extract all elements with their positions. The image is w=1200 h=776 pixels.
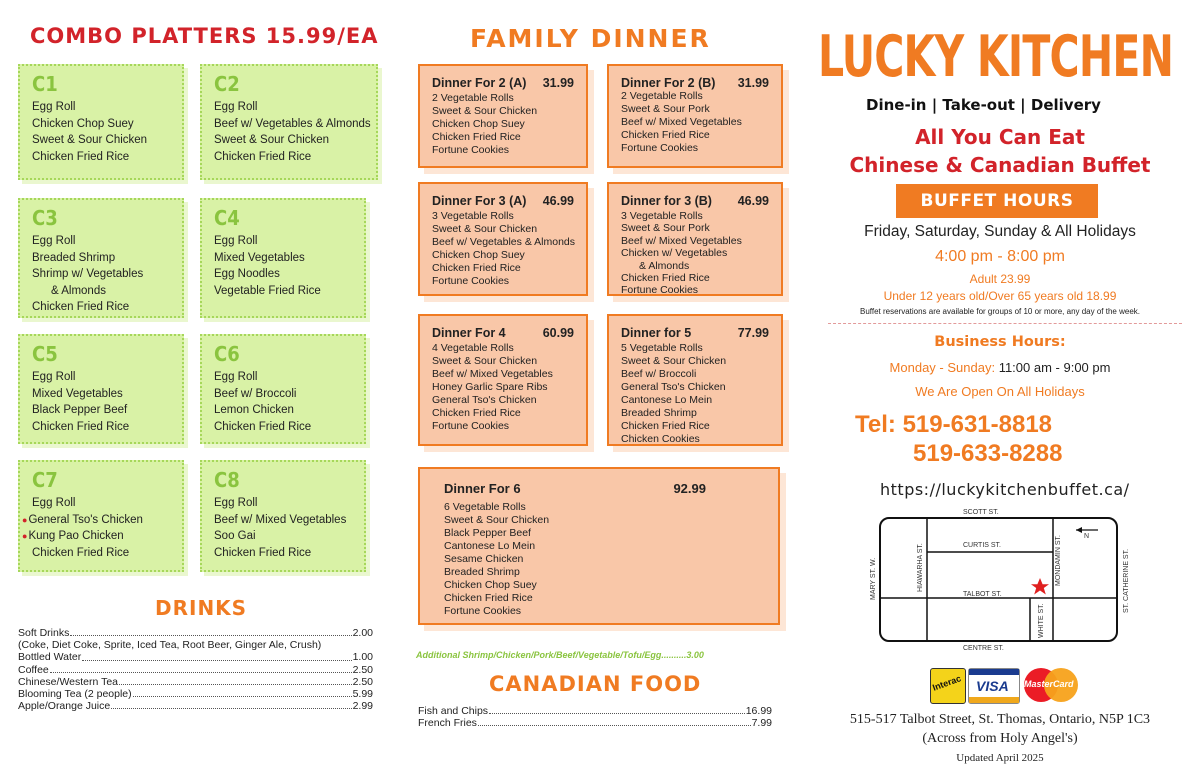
interac-card-icon: Interac (930, 668, 966, 704)
platter-item: & Almonds (51, 284, 106, 297)
combo-platter-c4 (200, 198, 366, 318)
platter-items (214, 99, 371, 165)
platter-item: Soo Gai (214, 530, 256, 543)
platter-code: C4 (214, 206, 240, 230)
address: 515-517 Talbot Street, St. Thomas, Ontario, N5P 1C3 (849, 712, 1151, 727)
platter-item: Beef w/ Vegetables & Almonds (214, 117, 371, 130)
phone-primary[interactable]: Tel: 519-631-8818 (855, 411, 1053, 438)
dinner-items: 2 Vegetable Rolls Sweet & Sour Pork Beef w/ Mixed Vegetables Chicken Fried Rice Fortune Cookies (621, 90, 742, 154)
chili-pepper-icon: ● (22, 531, 28, 542)
drink-row: Coffee 2.50 (18, 663, 373, 676)
chili-pepper-icon: ● (22, 514, 28, 525)
platter-code: C8 (214, 468, 240, 492)
platter-item: Chicken Fried Rice (214, 546, 312, 559)
dinner-items: 2 Vegetable Rolls Sweet & Sour Chicken Chicken Chop Suey Chicken Fried Rice Fortune Cookies (432, 92, 538, 156)
buffet-days: Friday, Saturday, Sunday & All Holidays (864, 223, 1136, 240)
platter-item: Mixed Vegetables (214, 251, 305, 264)
reservation-note: Buffet reservations are available for groups of 10 or more, any day of the week. (859, 307, 1140, 316)
restaurant-name: LUCKY KITCHEN (818, 24, 1174, 90)
service-options: Dine-in | Take-out | Delivery (866, 96, 1101, 114)
street-mary: MARY ST. W. (870, 557, 877, 600)
street-centre: CENTRE ST. (963, 645, 1004, 652)
business-hours-label: Business Hours: (934, 334, 1066, 350)
combo-platter-c5 (18, 334, 184, 444)
platter-item: Egg Roll (32, 371, 76, 383)
combo-platter-c6 (200, 334, 366, 444)
platter-code: C6 (214, 342, 240, 366)
open-holidays: We Are Open On All Holidays (915, 384, 1085, 399)
family-dinner-3a (418, 182, 588, 296)
buffet-time: 4:00 pm - 8:00 pm (935, 248, 1065, 265)
canadian-food-title: CANADIAN FOOD (489, 672, 702, 696)
dinner-header: Dinner for 5 77.99 (621, 326, 769, 340)
family-dinner-4 (418, 314, 588, 446)
combo-platter-c3 (18, 198, 184, 318)
platter-items (32, 233, 143, 316)
additional-protein-note: Additional Shrimp/Chicken/Pork/Beef/Vegetable/Tofu/Egg..........3.00 (416, 650, 704, 660)
drink-row: Bottled Water 1.00 (18, 651, 373, 664)
platter-item: Egg Roll (214, 497, 258, 509)
buffet-hours-badge: BUFFET HOURS (896, 184, 1098, 218)
canadian-food-list (418, 705, 772, 729)
business-hours: Monday - Sunday: 11:00 am - 9:00 pm (889, 360, 1111, 375)
street-mondamin: MONDAMIN ST. (1055, 535, 1062, 586)
drink-row: (Coke, Diet Coke, Sprite, Iced Tea, Root Beer, Ginger Ale, Crush) (18, 639, 322, 652)
divider (828, 323, 1182, 324)
location-map (858, 500, 1158, 660)
platter-items (22, 495, 143, 561)
combo-platter-c1 (18, 64, 184, 180)
dinner-header: Dinner for 3 (B) 46.99 (621, 194, 769, 208)
platter-item: Egg Roll (32, 101, 76, 113)
platter-code: C3 (32, 206, 58, 230)
ayce-line-2: Chinese & Canadian Buffet (849, 153, 1151, 177)
platter-code: C7 (32, 468, 58, 492)
street-white: WHITE ST. (1038, 603, 1045, 638)
platter-item: Mixed Vegetables (32, 387, 123, 400)
family-dinner-5 (607, 314, 783, 446)
north-label: N (1084, 533, 1090, 540)
platter-item: Beef w/ Mixed Vegetables (214, 513, 347, 526)
drink-row: Chinese/Western Tea 2.50 (18, 675, 373, 688)
drink-row: Blooming Tea (2 people) 5.99 (18, 688, 373, 701)
street-talbot: TALBOT ST. (963, 591, 1002, 598)
platter-items (214, 233, 321, 299)
platter-item: Beef w/ Broccoli (214, 387, 297, 400)
platter-item: Chicken Fried Rice (32, 420, 130, 433)
dinner-header: Dinner For 6 92.99 (444, 481, 706, 496)
phone-secondary[interactable]: 519-633-8288 (913, 440, 1063, 467)
platter-item: Chicken Chop Suey (32, 117, 134, 130)
dinner-items: 5 Vegetable Rolls Sweet & Sour Chicken Beef w/ Broccoli General Tso's Chicken Cantonese Lo Mein Breaded Shrimp Chicken Fried Rice Chicken Cookies (621, 342, 727, 445)
drinks-list (18, 627, 373, 712)
landmark-note: (Across from Holy Angel's) (922, 731, 1078, 746)
platter-item: Egg Noodles (214, 268, 280, 281)
platter-items (32, 99, 147, 165)
family-dinner-title: FAMILY DINNER (470, 24, 711, 53)
adult-price: Adult 23.99 (969, 272, 1031, 286)
platter-item-spicy: ●General Tso's Chicken (22, 513, 143, 526)
dinner-header: Dinner For 4 60.99 (432, 326, 574, 340)
combo-title: COMBO PLATTERS 15.99/EA (30, 24, 379, 48)
street-st-catherine: ST. CATHERINE ST. (1123, 548, 1130, 613)
combo-platter-c8 (200, 460, 366, 572)
visa-card-icon: VISA (968, 668, 1020, 704)
platter-item: Chicken Fried Rice (214, 420, 312, 433)
combo-platter-c2 (200, 64, 378, 180)
canadian-food-row: Fish and Chips 16.99 (418, 705, 772, 717)
platter-code: C2 (214, 72, 240, 96)
family-dinner-6 (418, 467, 780, 625)
dinner-items: 3 Vegetable Rolls Sweet & Sour Chicken Beef w/ Vegetables & Almonds Chicken Chop Suey Chicken Fried Rice Fortune Cookies (432, 210, 576, 287)
platter-item: Egg Roll (214, 371, 258, 383)
child-senior-price: Under 12 years old/Over 65 years old 18.99 (883, 289, 1117, 303)
platter-item: Egg Roll (214, 101, 258, 113)
website-link[interactable]: https://luckykitchenbuffet.ca/ (880, 480, 1130, 499)
platter-code: C1 (32, 72, 58, 96)
dinner-items: 6 Vegetable Rolls Sweet & Sour Chicken Black Pepper Beef Cantonese Lo Mein Sesame Chicken Breaded Shrimp Chicken Chop Suey Chicken Fried Rice Fortune Cookies (444, 501, 550, 617)
platter-item: Egg Roll (32, 497, 76, 509)
drinks-title: DRINKS (155, 596, 248, 620)
platter-item: Breaded Shrimp (32, 251, 116, 264)
platter-item: Chicken Fried Rice (32, 301, 130, 314)
ayce-line-1: All You Can Eat (915, 125, 1085, 149)
family-dinner-3b (607, 182, 783, 296)
canadian-food-row: French Fries 7.99 (418, 717, 772, 730)
platter-item: Shrimp w/ Vegetables (32, 268, 144, 281)
platter-code: C5 (32, 342, 58, 366)
combo-platter-c7 (18, 460, 184, 572)
dinner-header: Dinner For 2 (A) 31.99 (432, 76, 574, 90)
street-hiawatha: HIAWARHA ST. (917, 543, 924, 592)
restaurant-location-star-icon (1031, 578, 1049, 595)
dinner-items: 3 Vegetable Rolls Sweet & Sour Pork Beef w/ Mixed Vegetables Chicken w/ Vegetables & Almonds Chicken Fried Rice Fortune Cookies (621, 210, 742, 297)
street-curtis: CURTIS ST. (963, 542, 1001, 549)
platter-item-spicy: ●Kung Pao Chicken (22, 530, 124, 543)
dinner-header: Dinner For 3 (A) 46.99 (432, 194, 574, 208)
platter-item: Chicken Fried Rice (32, 150, 130, 163)
platter-item: Vegetable Fried Rice (214, 284, 321, 297)
platter-items (214, 369, 311, 435)
platter-item: Chicken Fried Rice (214, 150, 312, 163)
dinner-header: Dinner For 2 (B) 31.99 (621, 76, 769, 90)
street-scott: SCOTT ST. (963, 509, 999, 516)
platter-item: Egg Roll (32, 235, 76, 247)
map-outline (880, 518, 1117, 641)
platter-items (32, 369, 129, 435)
platter-item: Sweet & Sour Chicken (214, 134, 330, 147)
platter-item: Chicken Fried Rice (32, 546, 130, 559)
platter-item: Sweet & Sour Chicken (32, 134, 148, 147)
platter-item: Egg Roll (214, 235, 258, 247)
platter-items (214, 495, 346, 561)
mastercard-card-icon: MasterCard (1022, 668, 1080, 702)
platter-item: Lemon Chicken (214, 404, 294, 417)
drink-row: Apple/Orange Juice 2.99 (18, 700, 373, 713)
drink-row: Soft Drinks 2.00 (18, 627, 373, 639)
updated-date: Updated April 2025 (956, 752, 1044, 764)
family-dinner-2a (418, 64, 588, 168)
platter-item: Black Pepper Beef (32, 404, 128, 417)
family-dinner-2b (607, 64, 783, 168)
dinner-items: 4 Vegetable Rolls Sweet & Sour Chicken Beef w/ Mixed Vegetables Honey Garlic Spare Ribs General Tso's Chicken Chicken Fried Rice Fortune Cookies (432, 342, 553, 432)
